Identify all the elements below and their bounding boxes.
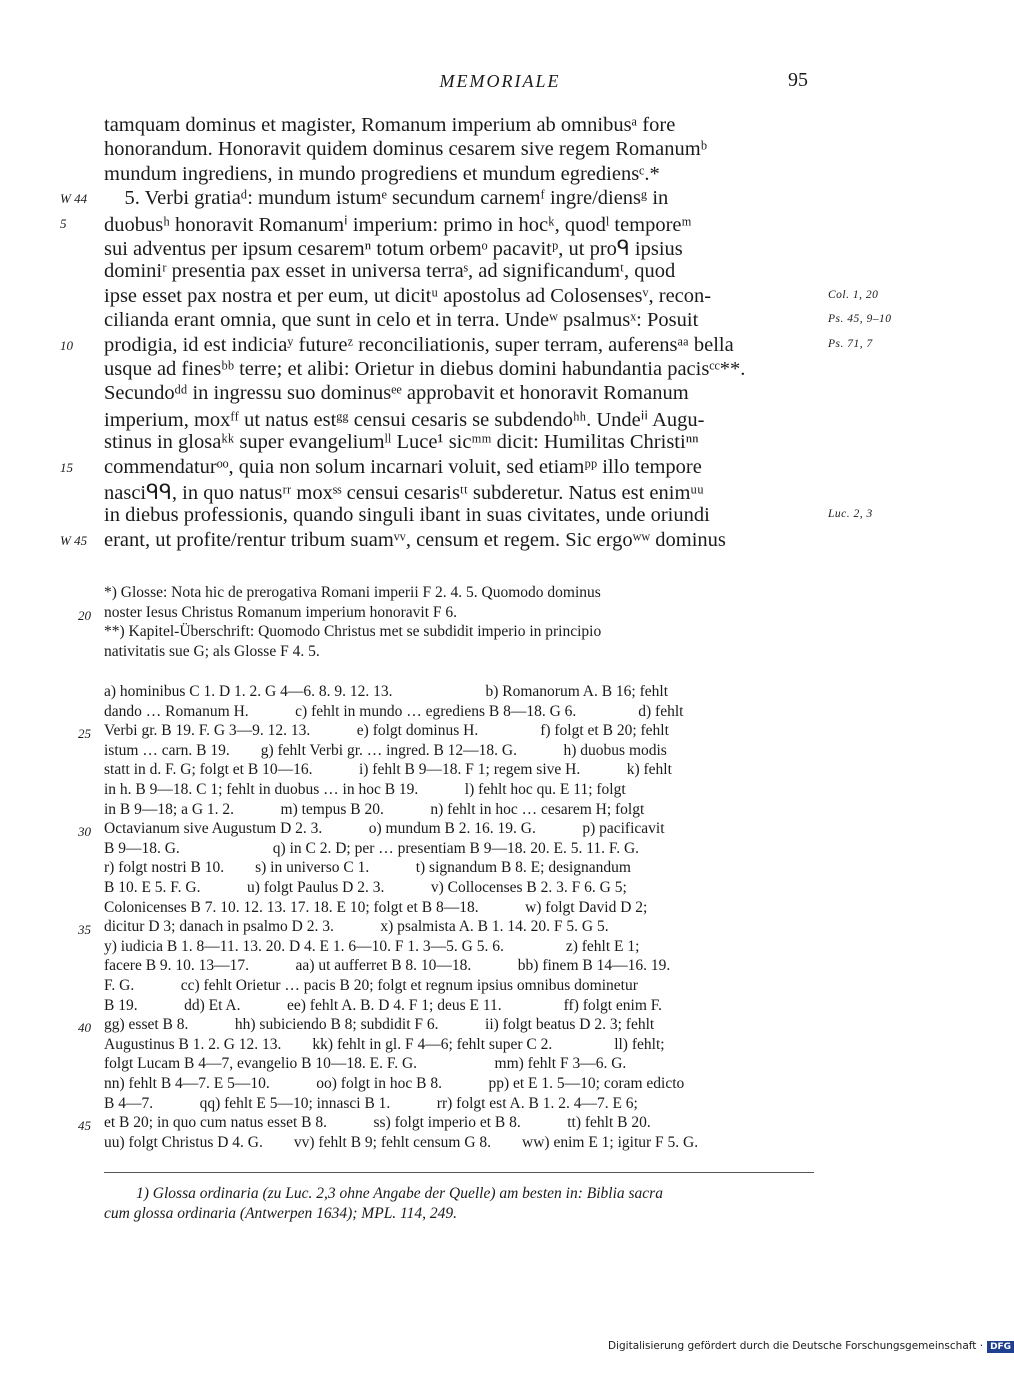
text-line: dominiʳ presentia pax esset in universa terraˢ, ad significandumᵗ, quod xyxy=(104,260,676,283)
apparatus-line: dicitur D 3; danach in psalmo D 2. 3. x) psalmista A. B 1. 14. 20. F 5. G 5. xyxy=(104,918,609,936)
apparatus-line: nn) fehlt B 4—7. E 5—10. oo) folgt in hoc B 8. pp) et E 1. 5—10; coram edicto xyxy=(104,1075,685,1092)
scripture-reference: Ps. 71, 7 xyxy=(828,337,873,350)
apparatus-line: B 10. E 5. F. G. u) folgt Paulus D 2. 3. v) Collocenses B 2. 3. F 6. G 5; xyxy=(104,879,627,896)
running-title: MEMORIALE xyxy=(439,71,561,91)
scripture-reference: Luc. 2, 3 xyxy=(828,508,873,521)
apparatus-line: y) iudicia B 1. 8—11. 13. 20. D 4. E 1. 6—10. F 1. 3—5. G 5. 6. z) fehlt E 1; xyxy=(104,937,640,955)
apparatus-line: B 4—7. qq) fehlt E 5—10; innasci B 1. rr) folgt est A. B 1. 2. 4—7. E 6; xyxy=(104,1094,638,1112)
gloss-line: *) Glosse: Nota hic de prerogativa Romani imperii F 2. 4. 5. Quomodo dominus xyxy=(104,584,601,601)
apparatus-line: B 9—18. G. q) in C 2. D; per … presentiam B 9—18. 20. E. 5. 11. F. G. xyxy=(104,839,640,857)
gloss-line: noster Iesus Christus Romanum imperium honoravit F 6. xyxy=(104,603,458,621)
text-line: stinus in glosaᵏᵏ super evangeliumˡˡ Luce¹ sicᵐᵐ dicit: Humilitas Christiⁿⁿ xyxy=(104,431,699,454)
apparatus-line: Octavianum sive Augustum D 2. 3. o) mundum B 2. 16. 19. G. p) pacificavit xyxy=(104,820,665,838)
text-line: 5. Verbi gratiaᵈ: mundum istumᵉ secundum carnemᶠ ingre/diensᵍ in xyxy=(104,187,669,210)
apparatus-line: F. G. cc) fehlt Orietur … pacis B 20; folgt et regnum ipsius omnibus dominetur xyxy=(104,977,638,994)
apparatus-line: gg) esset B 8. hh) subiciendo B 8; subdidit F 6. ii) folgt beatus D 2. 3; fehlt xyxy=(104,1016,655,1034)
page-number: 95 xyxy=(788,69,808,91)
text-line: nasciᑫᑫ, in quo natusʳʳ moxˢˢ censui cesarisᵗᵗ subderetur. Natus est enimᵘᵘ xyxy=(104,482,704,504)
text-line: prodigia, id est indiciaʸ futureᶻ reconciliationis, super terram, auferensᵃᵃ bella xyxy=(104,333,734,356)
line-number: 5 xyxy=(60,215,67,231)
line-number: 10 xyxy=(60,337,73,353)
line-number: 15 xyxy=(60,459,73,475)
apparatus-line: statt in d. F. G; folgt et B 10—16. i) fehlt B 9—18. F 1; regem sive H. k) fehlt xyxy=(104,761,672,779)
credit-text: Digitalisierung gefördert durch die Deutsche Forschungsgemeinschaft · xyxy=(608,1340,984,1352)
apparatus-line: folgt Lucam B 4—7, evangelio B 10—18. E. F. G. mm) fehlt F 3—6. G. xyxy=(104,1055,627,1073)
text-line: imperium, moxᶠᶠ ut natus estᵍᵍ censui cesaris se subdendoʰʰ. Undeⁱⁱ Augu- xyxy=(104,408,705,431)
text-line: commendaturᵒᵒ, quia non solum incarnari voluit, sed etiamᵖᵖ illo tempore xyxy=(104,455,702,478)
line-number: W 45 xyxy=(60,532,88,548)
line-number: 30 xyxy=(78,824,91,840)
apparatus-line: Augustinus B 1. 2. G 12. 13. kk) fehlt in gl. F 4—6; fehlt super C 2. ll) fehlt; xyxy=(104,1035,665,1053)
gloss-line: **) Kapitel-Überschrift: Quomodo Christus met se subdidit imperio in principio xyxy=(104,623,602,641)
text-line: tamquam dominus et magister, Romanum imperium ab omnibusᵃ fore xyxy=(104,114,676,136)
line-number: W 44 xyxy=(60,191,88,207)
line-number: 35 xyxy=(78,922,91,938)
apparatus-line: a) hominibus C 1. D 1. 2. G 4—6. 8. 9. 12. 13. b) Romanorum A. B 16; fehlt xyxy=(104,683,669,700)
apparatus-line: in h. B 9—18. C 1; fehlt in duobus … in hoc B 19. l) fehlt hoc qu. E 11; folgt xyxy=(104,781,626,798)
scripture-reference: Col. 1, 20 xyxy=(828,288,879,301)
line-number: 45 xyxy=(78,1118,91,1134)
scripture-reference: Ps. 45, 9–10 xyxy=(828,313,892,326)
text-line: mundum ingrediens, in mundo progrediens et mundum egrediensᶜ.* xyxy=(104,162,660,185)
line-number: 20 xyxy=(78,607,91,623)
text-line: sui adventus per ipsum cesaremⁿ totum orbemᵒ pacavitᵖ, ut proᑫ ipsius xyxy=(104,238,683,260)
text-line: cilianda erant omnia, que sunt in celo et in terra. Undeʷ psalmusˣ: Posuit xyxy=(104,309,699,332)
apparatus-line: dando … Romanum H. c) fehlt in mundo … egrediens B 8—18. G 6. d) fehlt xyxy=(104,702,684,720)
line-number: 40 xyxy=(78,1020,91,1036)
text-line: erant, ut profite/rentur tribum suamᵛᵛ, censum et regem. Sic ergoʷʷ dominus xyxy=(104,528,726,551)
gloss-line: nativitatis sue G; als Glosse F 4. 5. xyxy=(104,642,320,660)
digitization-credit xyxy=(608,1340,1014,1353)
apparatus-line: et B 20; in quo cum natus esset B 8. ss) folgt imperio et B 8. tt) fehlt B 20. xyxy=(104,1114,651,1132)
apparatus-line: r) folgt nostri B 10. s) in universo C 1. t) signandum B 8. E; designandum xyxy=(104,859,631,877)
text-line: honorandum. Honoravit quidem dominus cesarem sive regem Romanumᵇ xyxy=(104,138,707,161)
text-line: usque ad finesᵇᵇ terre; et alibi: Orietur in diebus domini habundantia pacisᶜᶜ**. xyxy=(104,358,746,380)
footnote-rule xyxy=(104,1172,814,1173)
apparatus-line: Colonicenses B 7. 10. 12. 13. 17. 18. E 10; folgt et B 8—18. w) folgt David D 2; xyxy=(104,898,648,916)
apparatus-line: uu) folgt Christus D 4. G. vv) fehlt B 9; fehlt censum G 8. ww) enim E 1; igitur F 5. G. xyxy=(104,1133,699,1151)
apparatus-line: in B 9—18; a G 1. 2. m) tempus B 20. n) fehlt in hoc … cesarem H; folgt xyxy=(104,800,645,818)
apparatus-line: istum … carn. B 19. g) fehlt Verbi gr. … ingred. B 12—18. G. h) duobus modis xyxy=(104,741,667,759)
footnote-line: cum glossa ordinaria (Antwerpen 1634); MPL. 114, 249. xyxy=(104,1205,458,1222)
footnote-line: 1) Glossa ordinaria (zu Luc. 2,3 ohne Angabe der Quelle) am besten in: Biblia sacra xyxy=(136,1185,663,1202)
text-line: ipse esset pax nostra et per eum, ut dicitᵘ apostolus ad Colosensesᵛ, recon- xyxy=(104,284,712,307)
dfg-logo: DFG xyxy=(987,1341,1014,1353)
apparatus-line: facere B 9. 10. 13—17. aa) ut aufferret B 8. 10—18. bb) finem B 14—16. 19. xyxy=(104,957,671,975)
line-number: 25 xyxy=(78,726,91,742)
apparatus-line: Verbi gr. B 19. F. G 3—9. 12. 13. e) folgt dominus H. f) folgt et B 20; fehlt xyxy=(104,722,669,740)
text-line: duobusʰ honoravit Romanumⁱ imperium: primo in hocᵏ, quodˡ temporeᵐ xyxy=(104,213,692,236)
apparatus-line: B 19. dd) Et A. ee) fehlt A. B. D 4. F 1; deus E 11. ff) folgt enim F. xyxy=(104,996,663,1014)
text-line: in diebus professionis, quando singuli ibant in suas civitates, unde oriundi xyxy=(104,504,710,527)
text-line: Secundoᵈᵈ in ingressu suo dominusᵉᵉ approbavit et honoravit Romanum xyxy=(104,382,689,405)
